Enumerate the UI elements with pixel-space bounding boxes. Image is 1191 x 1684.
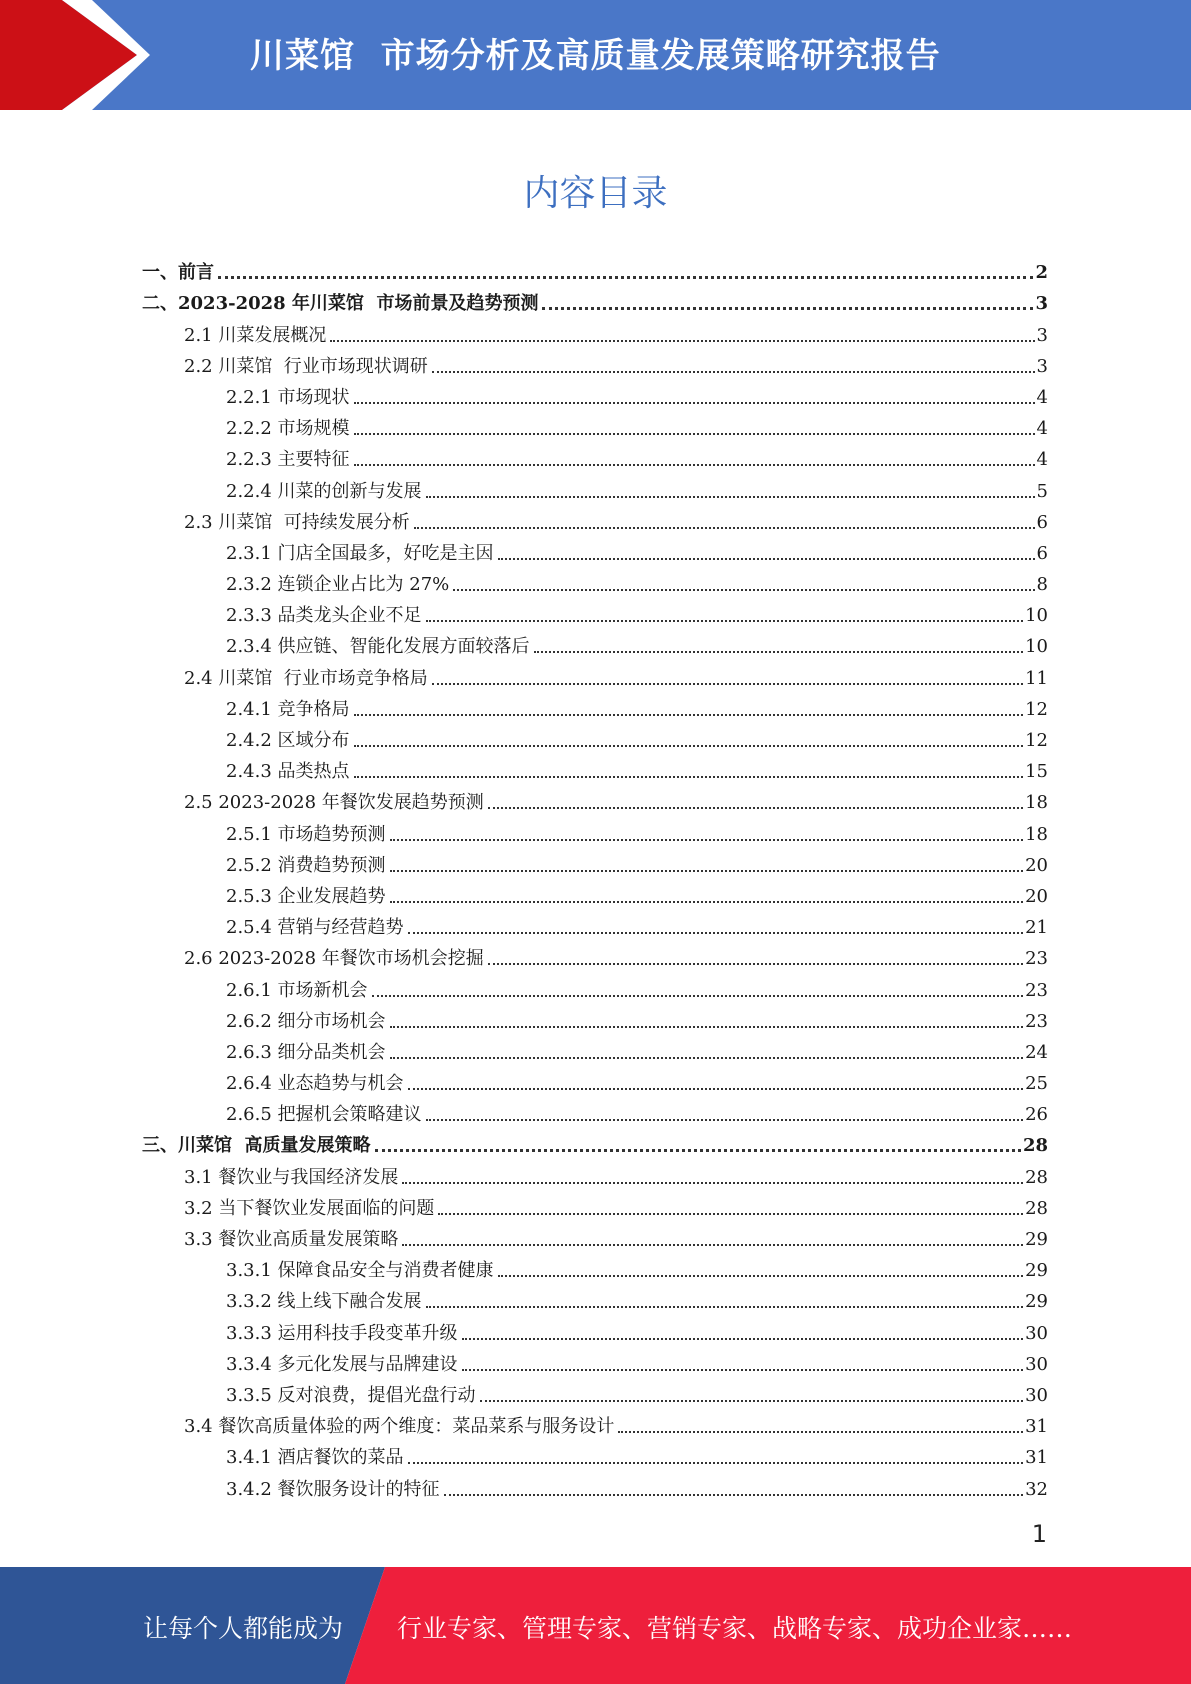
toc-dot-leader [542,307,1033,310]
toc-entry-label: 川菜的创新与发展 [277,480,422,502]
toc-entry-page: 11 [1025,667,1048,689]
toc-entry[interactable] [142,939,1048,970]
toc-entry-page: 29 [1025,1260,1048,1282]
toc-entry-label: 三、川菜馆 高质量发展策略 [142,1135,371,1157]
toc-entry-number: 2.4 [184,667,219,689]
toc-entry-label: 运用科技手段变革升级 [277,1322,458,1344]
toc-dot-leader [390,839,1024,841]
toc-entry-label: 线上线下融合发展 [277,1291,422,1313]
toc-dot-leader [432,683,1023,685]
toc-dot-leader [390,1026,1024,1028]
toc-entry-number: 2.2 [184,355,219,377]
toc-entry-page: 12 [1025,698,1048,720]
toc-entry-number: 3.3.2 [226,1291,278,1313]
toc-entry-label: 当下餐饮业发展面临的问题 [218,1197,435,1219]
toc-entry[interactable] [142,1438,1048,1469]
toc-entry-label: 竞争格局 [277,698,350,720]
toc-entry-page: 29 [1025,1291,1048,1313]
toc-entry-number: 3.4 [184,1416,219,1438]
toc-entry-number: 2.3.3 [226,605,278,627]
footer-slogan-left: 让每个人都能成为 [143,1614,344,1643]
toc-entry[interactable] [142,409,1048,440]
toc-entry[interactable] [142,315,1048,346]
toc-entry-label: 餐饮业与我国经济发展 [218,1166,399,1188]
toc-dot-leader [354,745,1024,747]
toc-entry-label: 品类龙头企业不足 [277,605,422,627]
toc-dot-leader [498,558,1035,560]
toc-entry-page: 6 [1036,511,1048,533]
toc-entry-number: 2.4.3 [226,761,278,783]
toc-dot-leader [432,371,1035,373]
toc-entry-page: 3 [1036,355,1048,377]
toc-entry-page: 21 [1025,917,1048,939]
toc-entry-label: 消费趋势预测 [277,854,386,876]
toc-entry-label: 区域分布 [277,730,350,751]
toc-entry-label: 细分品类机会 [277,1041,386,1063]
toc-entry[interactable] [142,1282,1048,1313]
toc-dot-leader [390,870,1024,872]
toc-entry-label: 餐饮服务设计的特征 [277,1478,440,1500]
toc-entry-label: 市场规模 [277,418,350,440]
toc-dot-leader [390,1057,1024,1059]
toc-dot-leader [426,1306,1024,1308]
toc-entry[interactable] [142,253,1048,284]
toc-entry-page: 30 [1025,1353,1048,1375]
toc-entry[interactable] [142,1220,1048,1251]
toc-entry[interactable] [142,596,1048,627]
toc-entry-number: 2.3.2 [226,574,278,596]
toc-entry[interactable] [142,1064,1048,1095]
toc-dot-leader [534,651,1024,653]
toc-entry[interactable] [142,1407,1048,1438]
toc-dot-leader [402,1182,1023,1184]
toc-entry-label: 餐饮高质量体验的两个维度：菜品菜系与服务设计 [218,1416,615,1438]
toc-entry[interactable] [142,658,1048,689]
toc-entry-page: 30 [1025,1322,1048,1344]
toc-entry-number: 3.1 [184,1166,219,1188]
toc-entry-number: 2.6.4 [226,1073,278,1095]
toc-entry-label: 连锁企业占比为 27% [277,574,450,596]
report-title: 川菜馆 市场分析及高质量发展策略研究报告 [250,36,941,76]
toc-entry[interactable] [142,534,1048,565]
toc-entry-number: 3.2 [184,1197,219,1219]
toc-entry-page: 28 [1025,1166,1048,1188]
toc-heading: 内容目录 [523,173,668,214]
toc-entry-page: 10 [1025,605,1048,627]
toc-dot-leader [354,714,1024,716]
toc-dot-leader [480,1400,1024,1402]
toc-dot-leader [330,340,1034,342]
toc-entry-number: 2.5.2 [226,854,278,876]
toc-entry-page: 31 [1025,1416,1048,1438]
toc-entry-label: 营销与经营趋势 [277,917,404,939]
toc-entry[interactable] [142,1002,1048,1033]
toc-entry[interactable] [142,378,1048,409]
toc-entry[interactable] [142,1095,1048,1126]
toc-entry-number: 2.6.1 [226,979,278,1001]
toc-entry-label: 企业发展趋势 [277,885,386,907]
toc-entry-label: 2023-2028 年餐饮发展趋势预测 [218,792,484,814]
toc-entry-page: 32 [1025,1478,1048,1500]
toc-entry-label: 川菜馆 行业市场竞争格局 [218,667,428,689]
toc-entry-number: 2.3.1 [226,542,278,564]
toc-dot-leader [462,1338,1024,1340]
toc-entry-label: 餐饮业高质量发展策略 [218,1229,399,1250]
toc-entry-label: 市场趋势预测 [277,823,386,845]
toc-entry-label: 市场现状 [277,386,350,408]
toc-entry-page: 23 [1025,948,1048,970]
toc-entry[interactable] [142,970,1048,1001]
toc-entry[interactable] [142,1469,1048,1500]
toc-entry-page: 25 [1025,1073,1048,1095]
toc-entry[interactable] [142,284,1048,315]
toc-dot-leader [408,1088,1024,1090]
toc-entry-page: 30 [1025,1384,1048,1406]
toc-entry-number: 2.5.4 [226,917,278,939]
toc-entry[interactable] [142,1189,1048,1220]
toc-entry-page: 10 [1025,636,1048,658]
toc-entry-number: 2.2.3 [226,449,278,471]
toc-dot-leader [218,276,1033,279]
toc-entry-number: 2.6 [184,948,219,970]
toc-entry-page: 28 [1025,1197,1048,1219]
toc-entry[interactable] [142,877,1048,908]
toc-entry[interactable] [142,1313,1048,1344]
toc-entry[interactable] [142,1376,1048,1407]
toc-entry-number: 2.6.5 [226,1104,278,1126]
toc-dot-leader [618,1431,1023,1433]
toc-entry-number: 3.3.1 [226,1260,278,1282]
toc-dot-leader [354,433,1035,435]
toc-entry-label: 二、2023-2028 年川菜馆 市场前景及趋势预测 [142,293,539,315]
toc-dot-leader [488,807,1023,809]
toc-entry-label: 把握机会策略建议 [277,1104,422,1126]
toc-entry-label: 业态趋势与机会 [277,1073,404,1095]
toc-entry-label: 多元化发展与品牌建设 [277,1353,458,1375]
toc-dot-leader [390,901,1024,903]
toc-entry-label: 2023-2028 年餐饮市场机会挖掘 [218,948,484,970]
toc-dot-leader [354,776,1024,778]
toc-entry[interactable] [142,1251,1048,1282]
toc-dot-leader [426,496,1035,498]
toc-entry-label: 酒店餐饮的菜品 [277,1447,404,1469]
toc-entry-label: 供应链、智能化发展方面较落后 [277,636,530,658]
toc-entry[interactable] [142,1157,1048,1188]
toc-dot-leader [402,1244,1023,1246]
toc-entry-page: 8 [1036,574,1048,596]
toc-entry[interactable] [142,627,1048,658]
toc-dot-leader [354,464,1035,466]
toc-entry-number: 2.5.3 [226,885,278,907]
toc-entry[interactable] [142,347,1048,378]
toc-entry-page: 3 [1035,293,1048,315]
toc-entry-page: 3 [1036,324,1048,346]
toc-dot-leader [453,589,1034,591]
toc-entry-label: 品类热点 [277,761,350,783]
toc-dot-leader [375,1149,1021,1152]
toc-entry-number: 2.2.2 [226,418,278,440]
toc-entry[interactable] [142,503,1048,534]
toc-entry-label: 川菜发展概况 [218,324,327,346]
toc-dot-leader [444,1494,1024,1496]
toc-entry-page: 15 [1025,761,1048,783]
toc-entry-page: 20 [1025,854,1048,876]
toc-entry-label: 保障食品安全与消费者健康 [277,1260,494,1282]
toc-entry-number: 3.3.4 [226,1353,278,1375]
toc-entry[interactable] [142,1126,1048,1157]
toc-entry-label: 细分市场机会 [277,1010,386,1032]
toc-entry-label: 一、前言 [142,262,214,284]
toc-entry-page: 23 [1025,979,1048,1001]
toc-dot-leader [408,932,1024,934]
toc-entry-number: 3.3.5 [226,1384,278,1406]
toc-entry[interactable] [142,1345,1048,1376]
toc-entry[interactable] [142,721,1048,752]
toc-entry-page: 2 [1035,262,1048,284]
toc-entry-label: 川菜馆 行业市场现状调研 [218,355,428,377]
toc-entry-number: 2.6.3 [226,1041,278,1063]
toc-entry-number: 3.3.3 [226,1322,278,1344]
toc-entry-label: 市场新机会 [277,979,368,1001]
toc-entry-page: 5 [1036,480,1048,502]
toc-entry-label: 反对浪费，提倡光盘行动 [277,1384,476,1406]
toc-entry-label: 门店全国最多，好吃是主因 [277,542,494,564]
toc-entry-number: 2.2.1 [226,386,278,408]
toc-dot-leader [438,1213,1023,1215]
toc-entry-number: 2.3 [184,511,219,533]
toc-entry-number: 2.2.4 [226,480,278,502]
toc-entry[interactable] [142,814,1048,845]
toc-entry[interactable] [142,1033,1048,1064]
toc-entry-number: 2.3.4 [226,636,278,658]
toc-entry-page: 26 [1025,1104,1048,1126]
toc-dot-leader [408,1462,1024,1464]
toc-entry-page: 18 [1025,823,1048,845]
toc-entry[interactable] [142,690,1048,721]
toc-dot-leader [354,402,1035,404]
toc-entry[interactable] [142,846,1048,877]
toc-entry[interactable] [142,440,1048,471]
toc-dot-leader [462,1369,1024,1371]
toc-entry-number: 2.4.1 [226,698,278,720]
toc-entry-page: 18 [1025,792,1048,814]
toc-entry-number: 2.6.2 [226,1010,278,1032]
toc-entry-page: 28 [1022,1135,1048,1157]
toc-entry-number: 3.4.2 [226,1478,278,1500]
toc-entry-label: 川菜馆 可持续发展分析 [218,511,410,533]
toc-dot-leader [498,1275,1024,1277]
page-header [0,0,1191,110]
toc-dot-leader [426,1119,1024,1121]
toc-entry[interactable] [142,471,1048,502]
toc-entry-number: 3.4.1 [226,1447,278,1469]
toc-entry-number: 2.5.1 [226,823,278,845]
toc-dot-leader [372,995,1024,997]
table-of-contents [142,253,1048,1501]
toc-entry-page: 4 [1036,386,1048,408]
toc-entry-number: 2.5 [184,792,219,814]
toc-entry-page: 31 [1025,1447,1048,1469]
toc-entry-page: 6 [1036,542,1048,564]
toc-dot-leader [414,527,1035,529]
toc-entry-number: 2.4.2 [226,730,278,751]
page-number: 1 [1031,1520,1047,1548]
toc-entry-page: 23 [1025,1010,1048,1032]
toc-entry-label: 主要特征 [277,449,350,471]
toc-dot-leader [426,620,1024,622]
footer-slogan-right: 行业专家、管理专家、营销专家、战略专家、成功企业家…… [397,1614,1073,1643]
toc-entry-page: 29 [1025,1229,1048,1250]
page-footer [0,1567,1191,1684]
toc-dot-leader [488,963,1023,965]
toc-entry[interactable] [142,565,1048,596]
toc-entry-page: 4 [1036,418,1048,440]
toc-entry-page: 24 [1025,1041,1048,1063]
toc-entry-number: 2.1 [184,324,219,346]
toc-entry[interactable] [142,908,1048,939]
toc-entry[interactable] [142,783,1048,814]
toc-entry-number: 3.3 [184,1229,219,1250]
toc-entry-page: 4 [1036,449,1048,471]
toc-entry-page: 12 [1025,730,1048,751]
toc-entry[interactable] [142,752,1048,783]
toc-entry-page: 20 [1025,885,1048,907]
